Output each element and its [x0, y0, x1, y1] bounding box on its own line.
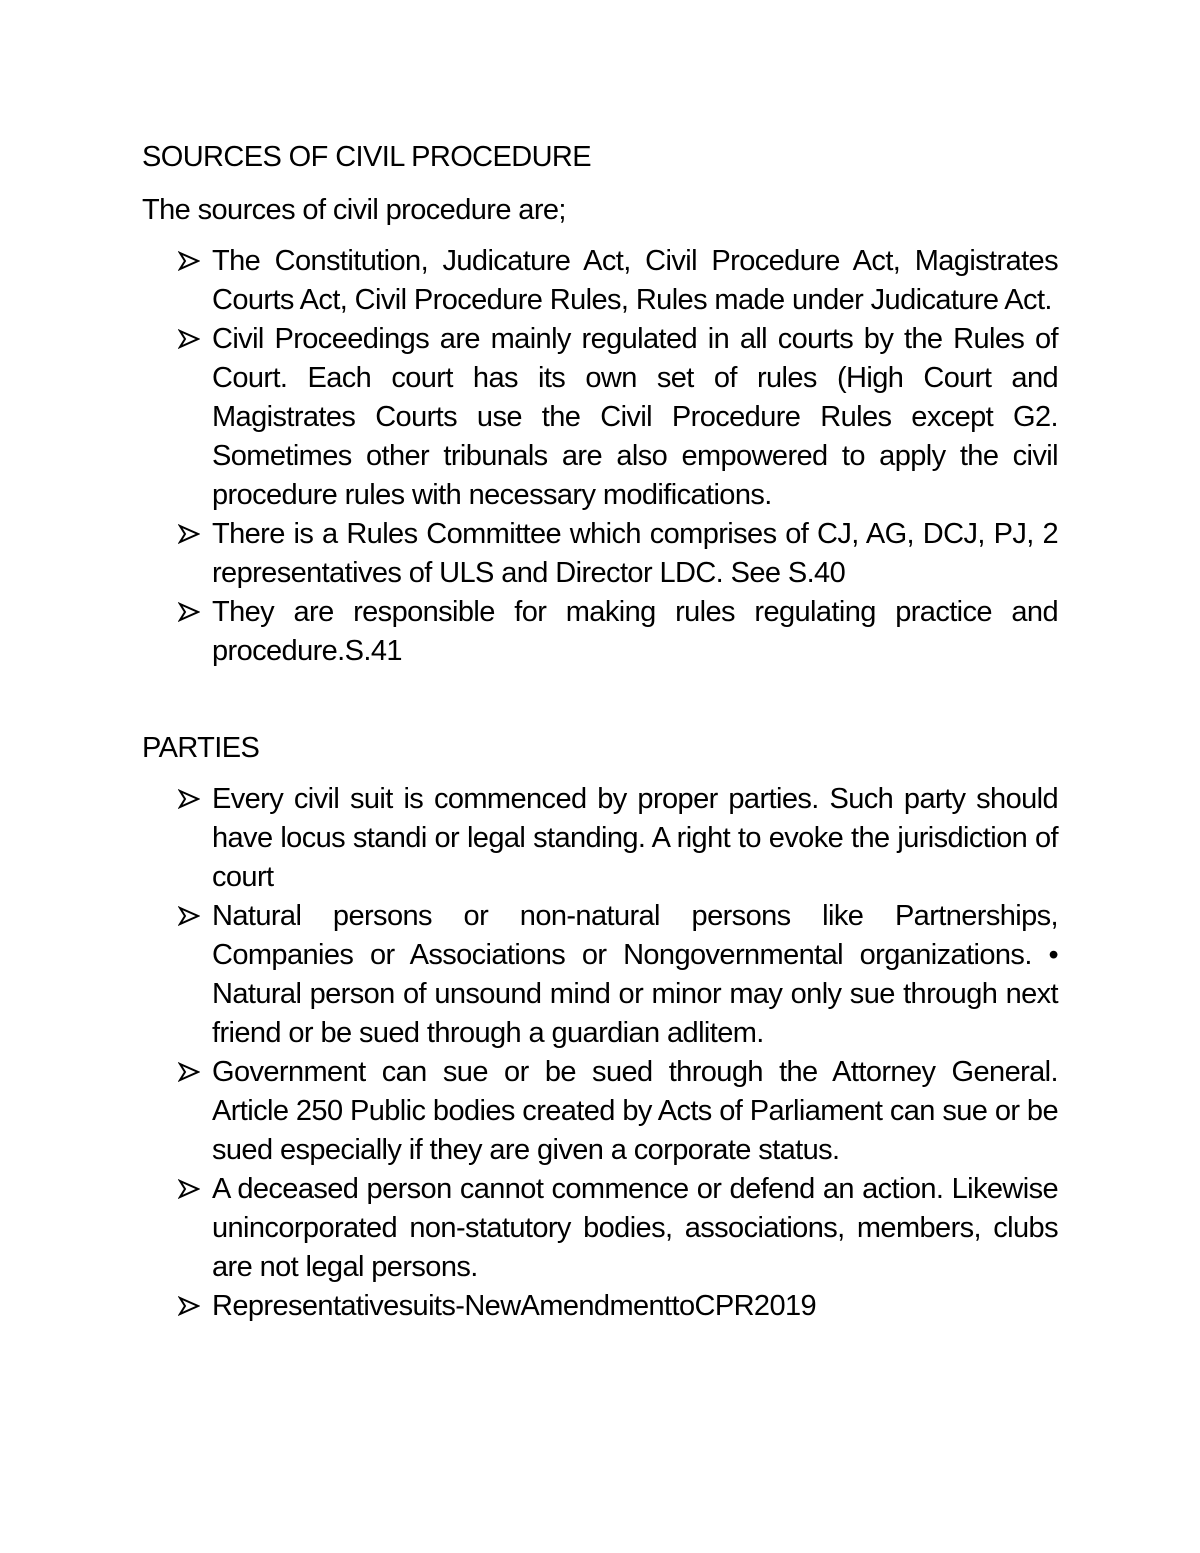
parties-list	[142, 780, 1058, 1326]
list-item	[142, 780, 1058, 897]
arrowhead-bullet-icon	[178, 1179, 200, 1199]
arrowhead-bullet-icon	[178, 906, 200, 926]
section-heading-sources: SOURCES OF CIVIL PROCEDURE	[142, 141, 592, 173]
list-item	[142, 593, 1058, 671]
list-item-text: There is a Rules Committee which comprises of CJ, AG, DCJ, PJ, 2 representatives of ULS and Director LDC. See S.40	[212, 518, 1058, 589]
list-item-text: The Constitution, Judicature Act, Civil Procedure Act, Magistrates Courts Act, Civil Procedure Rules, Rules made under Judicature Act.	[212, 245, 1058, 316]
sources-list	[142, 242, 1058, 671]
arrowhead-bullet-icon	[178, 524, 200, 544]
arrowhead-bullet-icon	[178, 329, 200, 349]
list-item	[142, 320, 1058, 515]
list-item	[142, 1053, 1058, 1170]
arrowhead-bullet-icon	[178, 1296, 200, 1316]
list-item-text: Civil Proceedings are mainly regulated in all courts by the Rules of Court. Each court has its own set of rules (High Court and Magistrates Courts use the Civil Procedure Rules except G2. Sometimes other tribunals are also empowered to apply the civil procedure rules with necessary modifications.	[212, 323, 1058, 511]
list-item-text: A deceased person cannot commence or defend an action. Likewise unincorporated non-statutory bodies, associations, members, clubs are not legal persons.	[212, 1173, 1058, 1283]
list-item	[142, 1287, 1058, 1326]
list-item	[142, 1170, 1058, 1287]
list-item-text: Government can sue or be sued through the Attorney General. Article 250 Public bodies created by Acts of Parliament can sue or be sued especially if they are given a corporate status.	[212, 1056, 1058, 1166]
list-item-text: Natural persons or non-natural persons like Partnerships, Companies or Associations or Nongovernmental organizations. • Natural person of unsound mind or minor may only sue through next friend or be sued through a guardian adlitem.	[212, 900, 1058, 1049]
list-item-text: Representativesuits-NewAmendmenttoCPR2019	[212, 1290, 817, 1322]
list-item	[142, 242, 1058, 320]
intro-paragraph: The sources of civil procedure are;	[142, 194, 566, 226]
document-body	[142, 138, 1058, 1326]
list-item-text: Every civil suit is commenced by proper parties. Such party should have locus standi or legal standing. A right to evoke the jurisdiction of court	[212, 783, 1058, 893]
list-item-text: They are responsible for making rules regulating practice and procedure.S.41	[212, 596, 1058, 667]
arrowhead-bullet-icon	[178, 789, 200, 809]
arrowhead-bullet-icon	[178, 602, 200, 622]
arrowhead-bullet-icon	[178, 251, 200, 271]
section-heading-parties: PARTIES	[142, 732, 260, 764]
list-item	[142, 897, 1058, 1053]
list-item	[142, 515, 1058, 593]
arrowhead-bullet-icon	[178, 1062, 200, 1082]
